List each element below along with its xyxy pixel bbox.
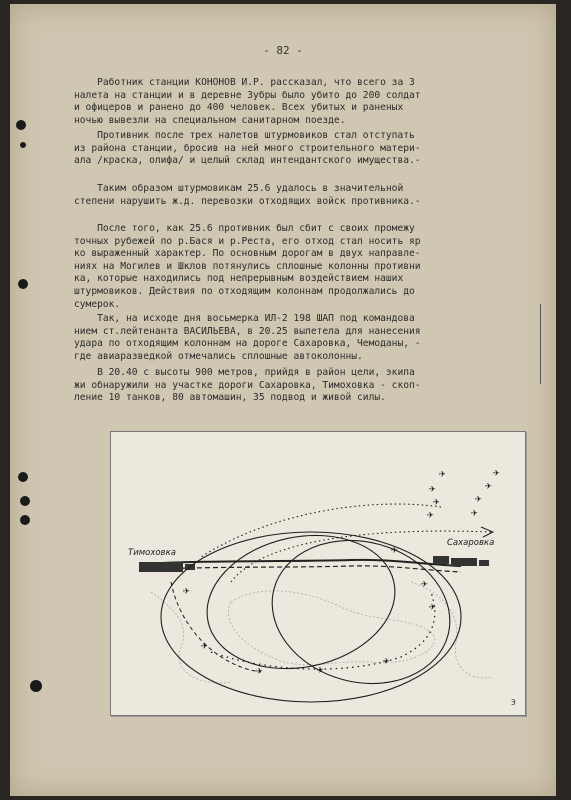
vehicle-column	[479, 560, 489, 566]
aircraft-icon: ✈	[471, 506, 478, 519]
aircraft-icon: ✈	[317, 663, 324, 676]
aircraft-icon: ✈	[201, 639, 208, 652]
aircraft-icon: ✈	[183, 584, 190, 597]
binder-hole	[16, 120, 26, 130]
aircraft-icon: ✈	[485, 479, 492, 492]
paragraph-enemy-columns: После того, как 25.6 противник был сбит с своих промежу точных рубежей по р.Бася и р.Реста, его отход стал носить яр ко выраженный характер. По основным дорогам в двух направле- ниях на Могилев и Шклов потянулись сплошные колонны противни ка, которые находились под непрерывным воздействием наших штурмовиков. Действия по отходящим колоннам продолжались до сумерок.	[74, 223, 421, 310]
terrain-outline	[411, 582, 491, 678]
aircraft-icon: ✈	[256, 664, 263, 677]
terrain-outline	[228, 591, 434, 665]
aircraft-icon: ✈	[475, 492, 482, 505]
paragraph-enemy-retreat: Противник после трех налетов штурмовиков стал отступать из района станции, бросив на ней много строительного матери- ала /краска, олифа/ и целый склад интендантского имущества.-	[74, 130, 421, 167]
aircraft-icon: ✈	[427, 508, 434, 521]
aircraft-icon: ✈	[433, 495, 440, 508]
paragraph-kononov-report: Работник станции КОНОНОВ И.Р. рассказал, что всего за 3 налета на станции и в деревне Зубры было убито до 200 солдат и офицеров и ранено до 400 человек. Всех убитых и раненых ночью вывезли на специальном санитарном поезде.	[74, 77, 421, 126]
page-number: - 82 -	[263, 44, 303, 57]
aircraft-icon: ✈	[421, 577, 428, 590]
terrain-outline	[151, 592, 231, 683]
vehicle-column	[433, 556, 449, 564]
aircraft-icon: ✈	[429, 482, 436, 495]
binder-hole	[20, 496, 30, 506]
attack-run	[211, 592, 435, 669]
binder-hole	[18, 279, 28, 289]
arrow-head	[481, 527, 493, 537]
flight-path	[161, 532, 461, 702]
approach-path	[201, 504, 441, 557]
attack-scheme-map	[110, 431, 526, 716]
margin-pencil-mark	[540, 304, 541, 384]
map-drawing	[111, 432, 525, 715]
map-label-timokhovka: Тимоховка	[128, 548, 176, 558]
document-page	[10, 4, 556, 796]
vehicle-column	[139, 562, 183, 572]
paragraph-rail-disruption: Таким образом штурмовикам 25.6 удалось в значительной степени нарушить ж.д. перевозки отходящих войск противника.-	[74, 183, 421, 207]
binder-hole	[18, 472, 28, 482]
aircraft-icon: ✈	[493, 466, 500, 479]
map-corner-mark: Э	[511, 698, 516, 707]
paragraph-il2-sortie: Так, на исходе дня восьмерка ИЛ-2 198 ШАП под командова нием ст.лейтенанта ВАСИЛЬЕВА, в 20.25 вылетела для нанесения удара по отходящим колоннам на дороге Сахаровка, Чемоданы, - где авиаразведкой отмечались сплошные автоколонны.	[74, 313, 421, 362]
aircraft-icon: ✈	[439, 467, 446, 480]
binder-hole	[20, 515, 30, 525]
paragraph-target-found: В 20.40 с высоты 900 метров, прийдя в район цели, экипа жи обнаружили на участке дороги Сахаровка, Тимоховка - скоп- ление 10 танков, 80 автомашин, 35 подвод и живой силы.	[74, 367, 421, 404]
aircraft-formation	[427, 466, 500, 521]
aircraft-icon: ✈	[383, 654, 390, 667]
binder-hole	[30, 680, 42, 692]
aircraft-icon: ✈	[429, 600, 436, 613]
vehicle-column	[451, 558, 477, 566]
map-label-sakharovka: Сахаровка	[447, 538, 495, 548]
binder-hole	[20, 142, 26, 148]
aircraft-icon: ✈	[391, 543, 398, 556]
